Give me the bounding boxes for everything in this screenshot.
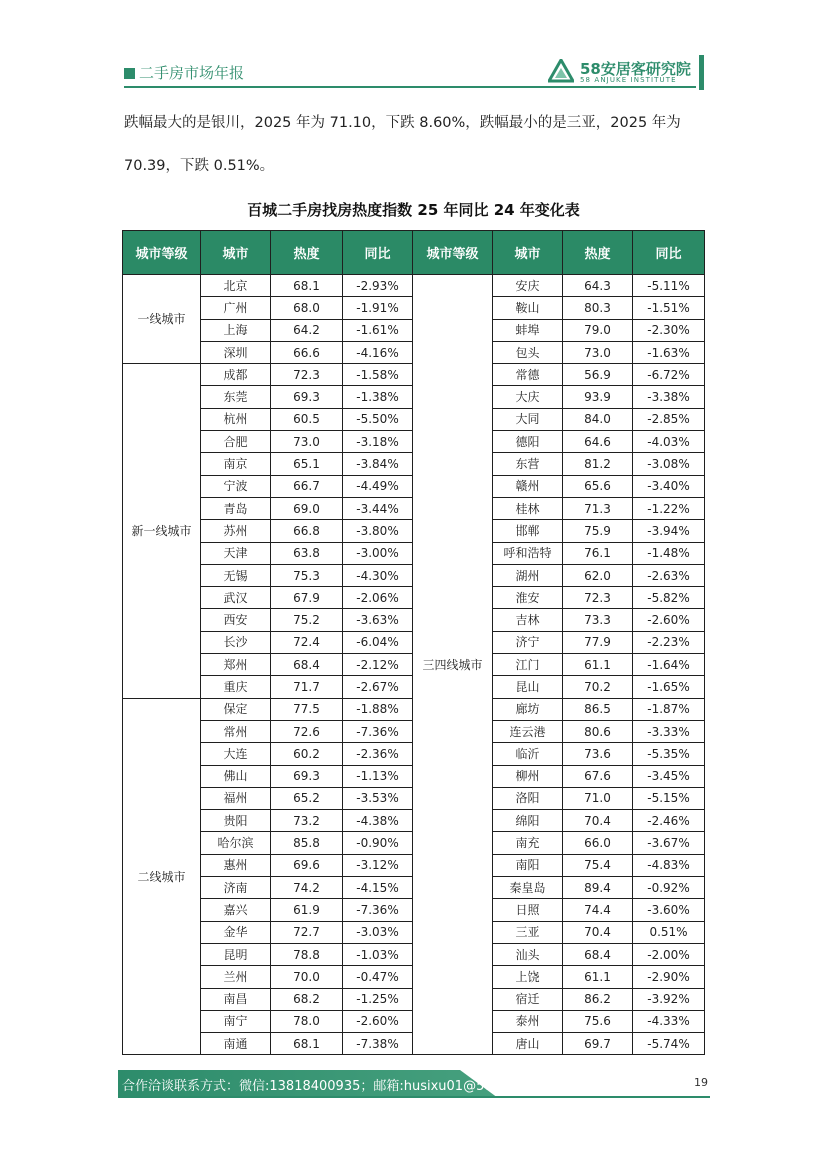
city-cell: 唐山 bbox=[493, 1033, 563, 1055]
yoy-cell: -3.45% bbox=[633, 765, 705, 787]
yoy-cell: -1.03% bbox=[343, 943, 413, 965]
heat-cell: 80.3 bbox=[563, 297, 633, 319]
tier-cell: 一线城市 bbox=[123, 275, 201, 364]
heat-cell: 72.7 bbox=[271, 921, 343, 943]
tier-cell: 新一线城市 bbox=[123, 364, 201, 698]
city-cell: 无锡 bbox=[201, 564, 271, 586]
city-cell: 呼和浩特 bbox=[493, 542, 563, 564]
yoy-cell: -1.61% bbox=[343, 319, 413, 341]
heat-cell: 64.2 bbox=[271, 319, 343, 341]
yoy-cell: -2.12% bbox=[343, 654, 413, 676]
city-cell: 嘉兴 bbox=[201, 899, 271, 921]
logo bbox=[548, 57, 691, 89]
header-city-right: 城市 bbox=[493, 231, 563, 275]
yoy-cell: -3.53% bbox=[343, 787, 413, 809]
yoy-cell: 0.51% bbox=[633, 921, 705, 943]
heat-cell: 64.3 bbox=[563, 275, 633, 297]
page-number: 19 bbox=[694, 1076, 708, 1089]
city-cell: 常州 bbox=[201, 720, 271, 742]
report-title: 二手房市场年报 bbox=[139, 64, 245, 82]
contact-info: 合作洽谈联系方式：微信:13818400935；邮箱:husixu01@58.com； bbox=[122, 1079, 538, 1094]
heat-cell: 70.0 bbox=[271, 966, 343, 988]
yoy-cell: -7.36% bbox=[343, 720, 413, 742]
yoy-cell: -3.92% bbox=[633, 988, 705, 1010]
city-cell: 包头 bbox=[493, 341, 563, 363]
heat-cell: 72.4 bbox=[271, 631, 343, 653]
city-cell: 北京 bbox=[201, 275, 271, 297]
heat-cell: 60.2 bbox=[271, 743, 343, 765]
heat-cell: 68.1 bbox=[271, 275, 343, 297]
heat-cell: 60.5 bbox=[271, 408, 343, 430]
tier-cell: 三四线城市 bbox=[413, 275, 493, 1055]
heat-cell: 65.6 bbox=[563, 475, 633, 497]
city-cell: 临沂 bbox=[493, 743, 563, 765]
yoy-cell: -4.16% bbox=[343, 341, 413, 363]
heat-cell: 79.0 bbox=[563, 319, 633, 341]
heat-cell: 61.1 bbox=[563, 654, 633, 676]
yoy-cell: -4.33% bbox=[633, 1010, 705, 1032]
heat-cell: 73.3 bbox=[563, 609, 633, 631]
yoy-cell: -5.11% bbox=[633, 275, 705, 297]
city-cell: 昆山 bbox=[493, 676, 563, 698]
city-cell: 杭州 bbox=[201, 408, 271, 430]
city-cell: 长沙 bbox=[201, 631, 271, 653]
table-body bbox=[123, 275, 705, 1055]
city-cell: 济南 bbox=[201, 877, 271, 899]
heat-cell: 84.0 bbox=[563, 408, 633, 430]
city-cell: 连云港 bbox=[493, 720, 563, 742]
yoy-cell: -7.38% bbox=[343, 1033, 413, 1055]
heat-cell: 74.4 bbox=[563, 899, 633, 921]
yoy-cell: -3.60% bbox=[633, 899, 705, 921]
city-cell: 桂林 bbox=[493, 497, 563, 519]
yoy-cell: -4.49% bbox=[343, 475, 413, 497]
header-heat-left: 热度 bbox=[271, 231, 343, 275]
yoy-cell: -5.82% bbox=[633, 587, 705, 609]
city-cell: 赣州 bbox=[493, 475, 563, 497]
heat-cell: 65.2 bbox=[271, 787, 343, 809]
city-cell: 宿迁 bbox=[493, 988, 563, 1010]
yoy-cell: -3.33% bbox=[633, 720, 705, 742]
logo-mark-icon bbox=[548, 59, 574, 83]
yoy-cell: -2.00% bbox=[633, 943, 705, 965]
city-cell: 重庆 bbox=[201, 676, 271, 698]
city-cell: 保定 bbox=[201, 698, 271, 720]
header-marker-square bbox=[124, 68, 135, 79]
yoy-cell: -2.93% bbox=[343, 275, 413, 297]
city-cell: 南充 bbox=[493, 832, 563, 854]
heat-cell: 64.6 bbox=[563, 431, 633, 453]
yoy-cell: -4.15% bbox=[343, 877, 413, 899]
yoy-cell: -3.12% bbox=[343, 854, 413, 876]
heat-cell: 56.9 bbox=[563, 364, 633, 386]
city-cell: 济宁 bbox=[493, 631, 563, 653]
city-cell: 南宁 bbox=[201, 1010, 271, 1032]
yoy-cell: -2.30% bbox=[633, 319, 705, 341]
heat-cell: 93.9 bbox=[563, 386, 633, 408]
page-header bbox=[124, 0, 704, 92]
city-cell: 汕头 bbox=[493, 943, 563, 965]
city-cell: 江门 bbox=[493, 654, 563, 676]
city-cell: 西安 bbox=[201, 609, 271, 631]
heat-cell: 66.0 bbox=[563, 832, 633, 854]
header-yoy-right: 同比 bbox=[633, 231, 705, 275]
heat-cell: 80.6 bbox=[563, 720, 633, 742]
city-cell: 上海 bbox=[201, 319, 271, 341]
yoy-cell: -3.94% bbox=[633, 520, 705, 542]
yoy-cell: -4.03% bbox=[633, 431, 705, 453]
yoy-cell: -3.08% bbox=[633, 453, 705, 475]
city-cell: 深圳 bbox=[201, 341, 271, 363]
header-tier-left: 城市等级 bbox=[123, 231, 201, 275]
heat-cell: 69.6 bbox=[271, 854, 343, 876]
heat-cell: 63.8 bbox=[271, 542, 343, 564]
city-cell: 广州 bbox=[201, 297, 271, 319]
yoy-cell: -2.23% bbox=[633, 631, 705, 653]
heat-cell: 61.9 bbox=[271, 899, 343, 921]
heat-cell: 73.6 bbox=[563, 743, 633, 765]
yoy-cell: -6.72% bbox=[633, 364, 705, 386]
yoy-cell: -1.38% bbox=[343, 386, 413, 408]
yoy-cell: -0.47% bbox=[343, 966, 413, 988]
heat-cell: 61.1 bbox=[563, 966, 633, 988]
yoy-cell: -1.25% bbox=[343, 988, 413, 1010]
city-cell: 金华 bbox=[201, 921, 271, 943]
city-cell: 湖州 bbox=[493, 564, 563, 586]
heat-cell: 75.2 bbox=[271, 609, 343, 631]
yoy-cell: -5.15% bbox=[633, 787, 705, 809]
heat-cell: 71.3 bbox=[563, 497, 633, 519]
city-cell: 兰州 bbox=[201, 966, 271, 988]
yoy-cell: -2.85% bbox=[633, 408, 705, 430]
heat-cell: 66.6 bbox=[271, 341, 343, 363]
city-cell: 哈尔滨 bbox=[201, 832, 271, 854]
heat-cell: 68.4 bbox=[271, 654, 343, 676]
yoy-cell: -2.46% bbox=[633, 810, 705, 832]
city-cell: 廊坊 bbox=[493, 698, 563, 720]
heat-cell: 69.0 bbox=[271, 497, 343, 519]
heat-cell: 89.4 bbox=[563, 877, 633, 899]
city-cell: 大同 bbox=[493, 408, 563, 430]
heat-cell: 70.4 bbox=[563, 810, 633, 832]
city-cell: 贵阳 bbox=[201, 810, 271, 832]
yoy-cell: -1.22% bbox=[633, 497, 705, 519]
header-tier-right: 城市等级 bbox=[413, 231, 493, 275]
yoy-cell: -2.90% bbox=[633, 966, 705, 988]
heat-cell: 67.9 bbox=[271, 587, 343, 609]
yoy-cell: -1.91% bbox=[343, 297, 413, 319]
city-cell: 南通 bbox=[201, 1033, 271, 1055]
yoy-cell: -3.80% bbox=[343, 520, 413, 542]
yoy-cell: -3.84% bbox=[343, 453, 413, 475]
city-cell: 吉林 bbox=[493, 609, 563, 631]
yoy-cell: -1.88% bbox=[343, 698, 413, 720]
heat-cell: 70.2 bbox=[563, 676, 633, 698]
heat-cell: 86.2 bbox=[563, 988, 633, 1010]
yoy-cell: -5.35% bbox=[633, 743, 705, 765]
heat-cell: 68.2 bbox=[271, 988, 343, 1010]
header-yoy-left: 同比 bbox=[343, 231, 413, 275]
tier-cell: 二线城市 bbox=[123, 698, 201, 1055]
logo-name: 58安居客研究院 bbox=[580, 60, 691, 78]
city-cell: 南京 bbox=[201, 453, 271, 475]
yoy-cell: -3.67% bbox=[633, 832, 705, 854]
yoy-cell: -4.30% bbox=[343, 564, 413, 586]
heat-cell: 69.3 bbox=[271, 386, 343, 408]
city-cell: 秦皇岛 bbox=[493, 877, 563, 899]
yoy-cell: -2.63% bbox=[633, 564, 705, 586]
yoy-cell: -1.51% bbox=[633, 297, 705, 319]
header-city-left: 城市 bbox=[201, 231, 271, 275]
heat-cell: 72.3 bbox=[563, 587, 633, 609]
city-cell: 邯郸 bbox=[493, 520, 563, 542]
heat-cell: 77.5 bbox=[271, 698, 343, 720]
header-heat-right: 热度 bbox=[563, 231, 633, 275]
page-footer bbox=[118, 1070, 713, 1102]
heat-cell: 67.6 bbox=[563, 765, 633, 787]
heat-cell: 86.5 bbox=[563, 698, 633, 720]
header-accent-bar bbox=[699, 55, 704, 90]
heat-cell: 78.0 bbox=[271, 1010, 343, 1032]
logo-subtitle: 58 ANJUKE INSTITUTE bbox=[580, 76, 677, 84]
yoy-cell: -1.13% bbox=[343, 765, 413, 787]
heat-cell: 68.4 bbox=[563, 943, 633, 965]
city-cell: 合肥 bbox=[201, 431, 271, 453]
yoy-cell: -1.48% bbox=[633, 542, 705, 564]
body-paragraph-line-1: 跌幅最大的是银川，2025 年为 71.10，下跌 8.60%，跌幅最小的是三亚，2025 年为 bbox=[124, 115, 681, 131]
city-cell: 苏州 bbox=[201, 520, 271, 542]
heat-cell: 85.8 bbox=[271, 832, 343, 854]
city-cell: 昆明 bbox=[201, 943, 271, 965]
yoy-cell: -2.06% bbox=[343, 587, 413, 609]
city-cell: 南阳 bbox=[493, 854, 563, 876]
city-cell: 武汉 bbox=[201, 587, 271, 609]
yoy-cell: -1.64% bbox=[633, 654, 705, 676]
city-cell: 常德 bbox=[493, 364, 563, 386]
heat-cell: 75.4 bbox=[563, 854, 633, 876]
heat-cell: 76.1 bbox=[563, 542, 633, 564]
yoy-cell: -3.18% bbox=[343, 431, 413, 453]
city-cell: 鞍山 bbox=[493, 297, 563, 319]
yoy-cell: -4.38% bbox=[343, 810, 413, 832]
yoy-cell: -1.63% bbox=[633, 341, 705, 363]
footer-rule bbox=[118, 1096, 710, 1098]
heat-cell: 77.9 bbox=[563, 631, 633, 653]
table-row bbox=[123, 275, 705, 297]
heat-cell: 66.8 bbox=[271, 520, 343, 542]
yoy-cell: -2.67% bbox=[343, 676, 413, 698]
table-header-row bbox=[123, 231, 705, 275]
city-cell: 东营 bbox=[493, 453, 563, 475]
yoy-cell: -0.90% bbox=[343, 832, 413, 854]
yoy-cell: -3.63% bbox=[343, 609, 413, 631]
heat-cell: 75.3 bbox=[271, 564, 343, 586]
city-cell: 大庆 bbox=[493, 386, 563, 408]
city-cell: 洛阳 bbox=[493, 787, 563, 809]
body-paragraph-line-2: 70.39，下跌 0.51%。 bbox=[124, 158, 275, 174]
heat-cell: 75.9 bbox=[563, 520, 633, 542]
header-rule bbox=[124, 86, 696, 88]
yoy-cell: -1.87% bbox=[633, 698, 705, 720]
yoy-cell: -3.03% bbox=[343, 921, 413, 943]
city-cell: 泰州 bbox=[493, 1010, 563, 1032]
yoy-cell: -2.60% bbox=[343, 1010, 413, 1032]
yoy-cell: -4.83% bbox=[633, 854, 705, 876]
yoy-cell: -2.36% bbox=[343, 743, 413, 765]
yoy-cell: -5.74% bbox=[633, 1033, 705, 1055]
city-cell: 宁波 bbox=[201, 475, 271, 497]
city-cell: 大连 bbox=[201, 743, 271, 765]
heat-cell: 71.7 bbox=[271, 676, 343, 698]
yoy-cell: -6.04% bbox=[343, 631, 413, 653]
yoy-cell: -3.44% bbox=[343, 497, 413, 519]
city-cell: 福州 bbox=[201, 787, 271, 809]
city-cell: 蚌埠 bbox=[493, 319, 563, 341]
heat-cell: 73.0 bbox=[563, 341, 633, 363]
city-cell: 佛山 bbox=[201, 765, 271, 787]
yoy-cell: -1.58% bbox=[343, 364, 413, 386]
heat-cell: 66.7 bbox=[271, 475, 343, 497]
heat-cell: 71.0 bbox=[563, 787, 633, 809]
table-title: 百城二手房找房热度指数 25 年同比 24 年变化表 bbox=[247, 201, 580, 219]
city-cell: 郑州 bbox=[201, 654, 271, 676]
heat-cell: 73.2 bbox=[271, 810, 343, 832]
city-cell: 上饶 bbox=[493, 966, 563, 988]
yoy-cell: -3.38% bbox=[633, 386, 705, 408]
heat-cell: 75.6 bbox=[563, 1010, 633, 1032]
city-cell: 安庆 bbox=[493, 275, 563, 297]
heat-cell: 70.4 bbox=[563, 921, 633, 943]
heat-cell: 68.0 bbox=[271, 297, 343, 319]
city-cell: 绵阳 bbox=[493, 810, 563, 832]
city-cell: 南昌 bbox=[201, 988, 271, 1010]
heat-cell: 62.0 bbox=[563, 564, 633, 586]
heat-cell: 69.7 bbox=[563, 1033, 633, 1055]
yoy-cell: -2.60% bbox=[633, 609, 705, 631]
heat-cell: 68.1 bbox=[271, 1033, 343, 1055]
yoy-cell: -3.00% bbox=[343, 542, 413, 564]
city-cell: 天津 bbox=[201, 542, 271, 564]
yoy-cell: -1.65% bbox=[633, 676, 705, 698]
city-cell: 德阳 bbox=[493, 431, 563, 453]
heat-cell: 72.6 bbox=[271, 720, 343, 742]
heat-cell: 72.3 bbox=[271, 364, 343, 386]
city-cell: 三亚 bbox=[493, 921, 563, 943]
yoy-cell: -0.92% bbox=[633, 877, 705, 899]
heat-cell: 74.2 bbox=[271, 877, 343, 899]
city-cell: 成都 bbox=[201, 364, 271, 386]
yoy-cell: -5.50% bbox=[343, 408, 413, 430]
heat-cell: 81.2 bbox=[563, 453, 633, 475]
city-heat-index-table bbox=[122, 230, 705, 1055]
yoy-cell: -7.36% bbox=[343, 899, 413, 921]
heat-cell: 65.1 bbox=[271, 453, 343, 475]
city-cell: 东莞 bbox=[201, 386, 271, 408]
heat-cell: 78.8 bbox=[271, 943, 343, 965]
heat-cell: 73.0 bbox=[271, 431, 343, 453]
city-cell: 青岛 bbox=[201, 497, 271, 519]
city-cell: 日照 bbox=[493, 899, 563, 921]
city-cell: 惠州 bbox=[201, 854, 271, 876]
heat-cell: 69.3 bbox=[271, 765, 343, 787]
city-cell: 柳州 bbox=[493, 765, 563, 787]
yoy-cell: -3.40% bbox=[633, 475, 705, 497]
city-cell: 淮安 bbox=[493, 587, 563, 609]
